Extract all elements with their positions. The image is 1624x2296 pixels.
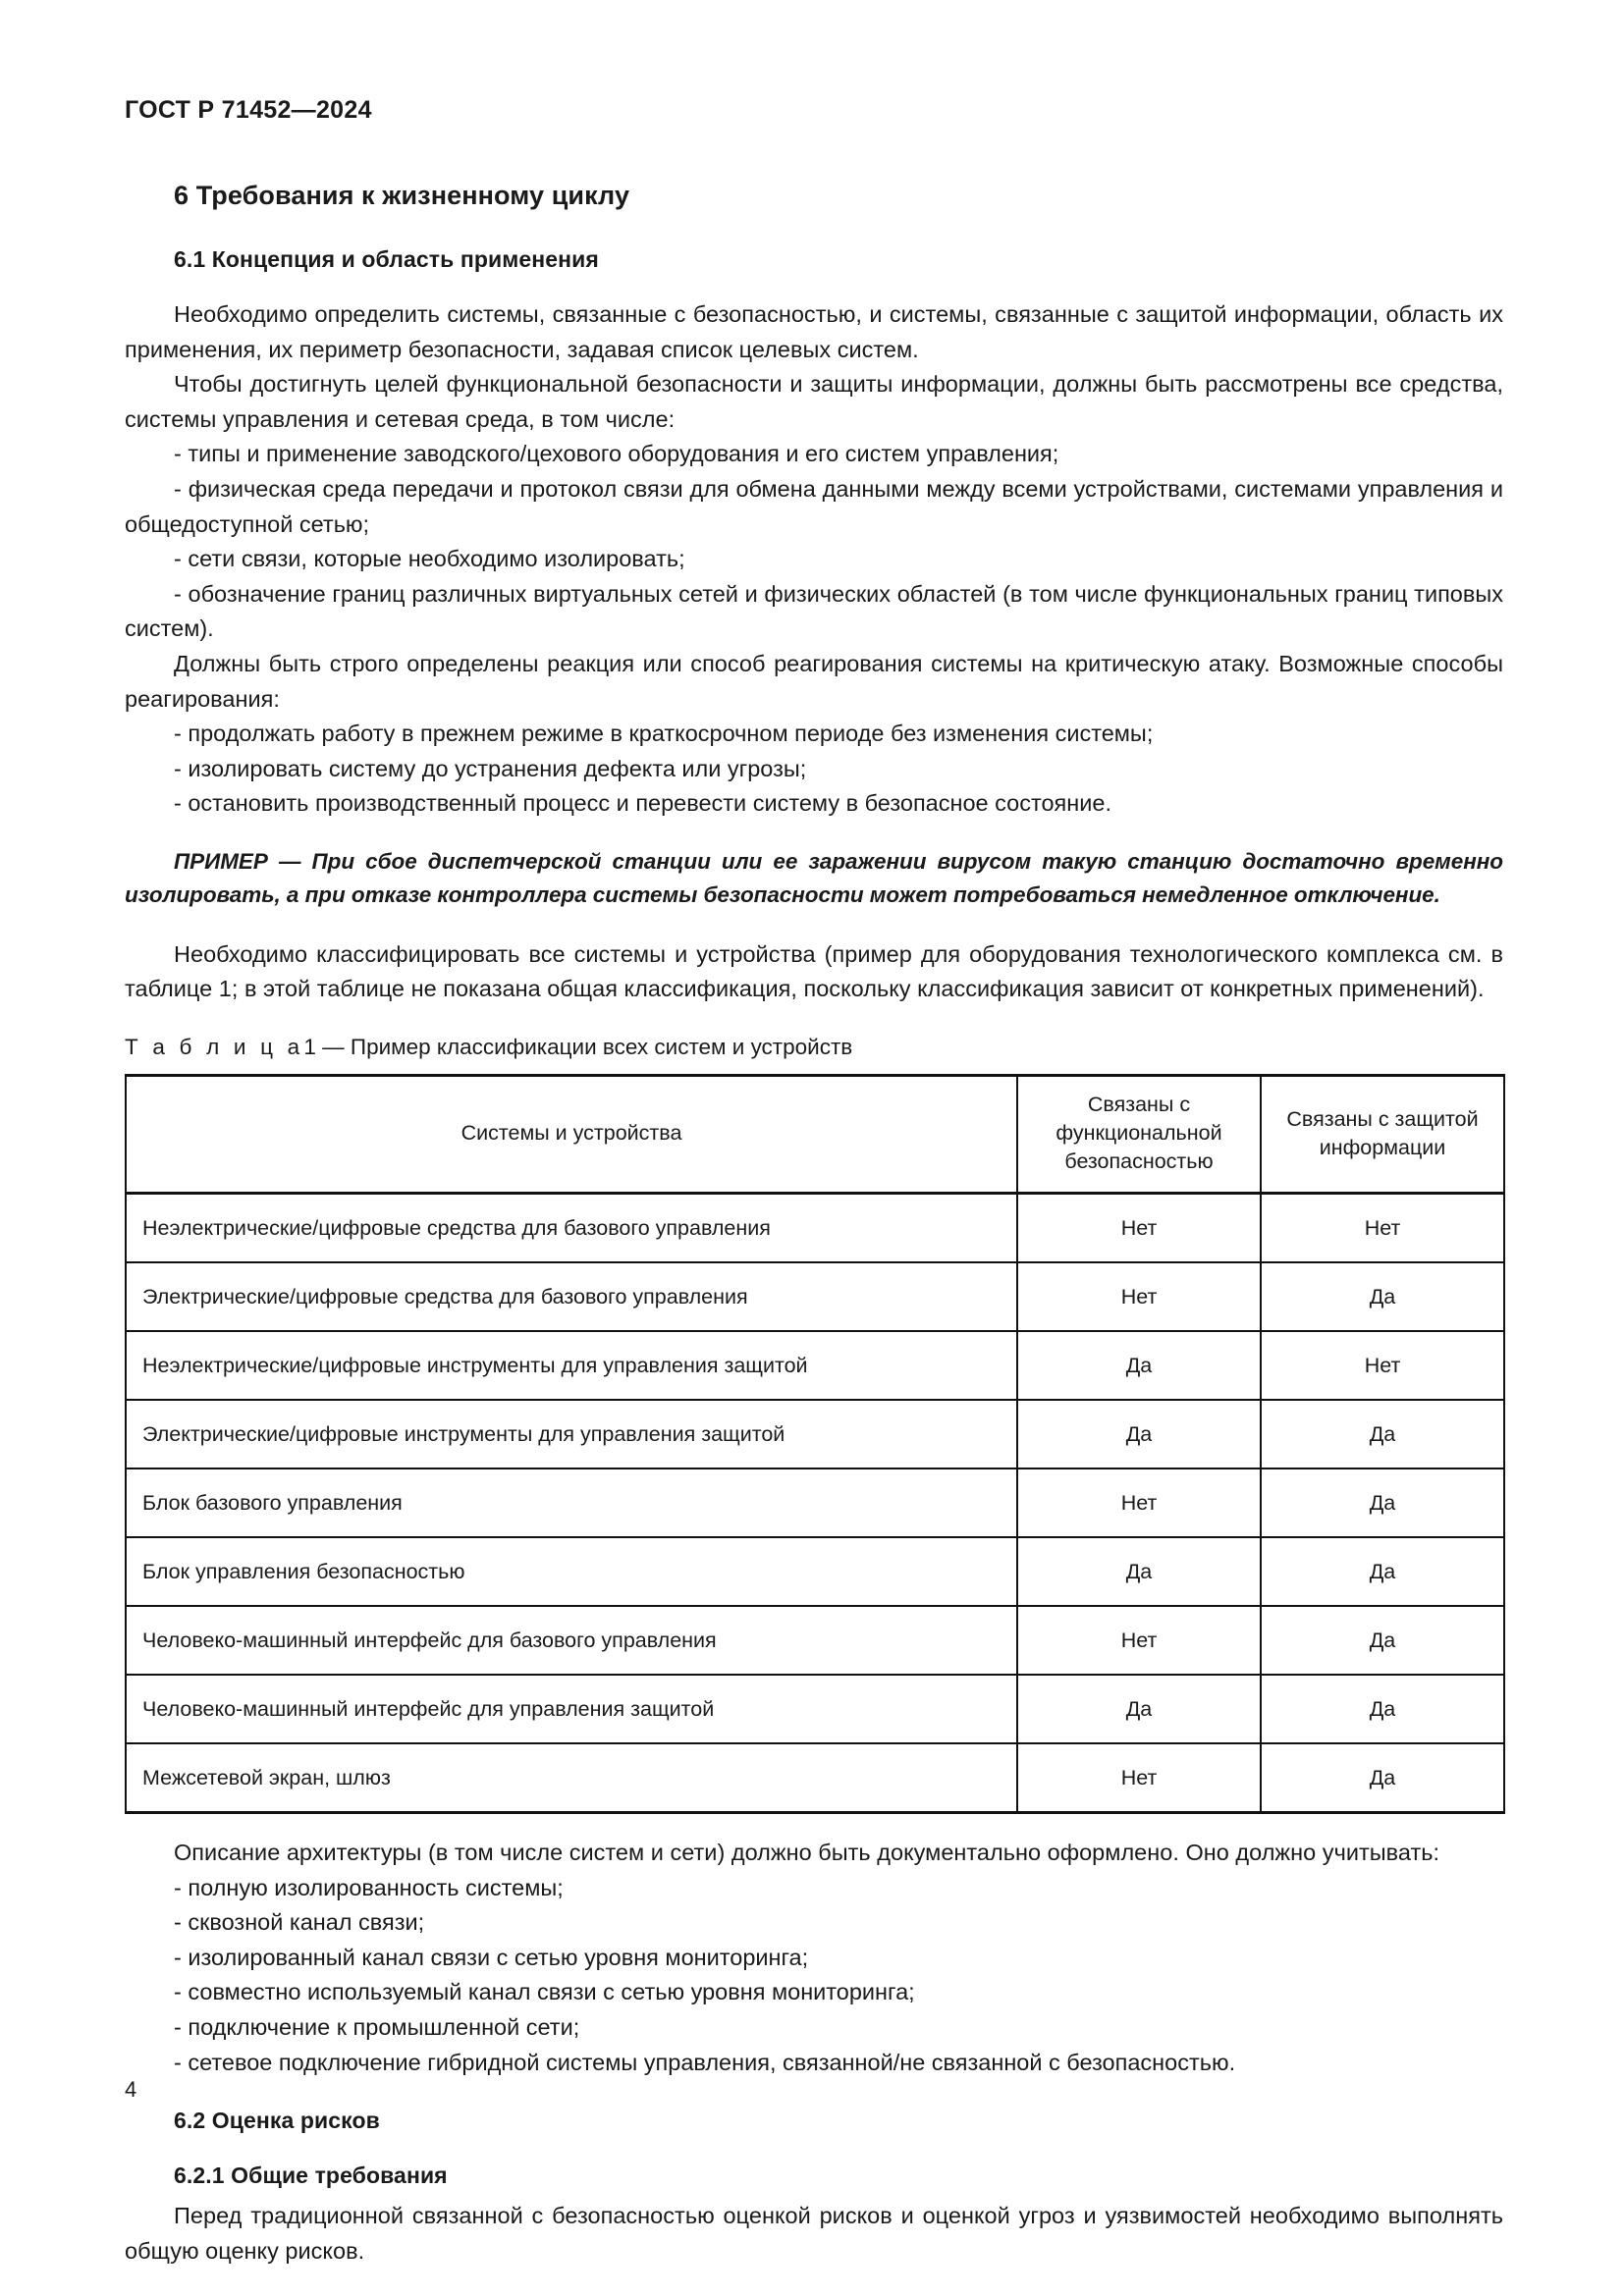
running-header-standard-id: ГОСТ Р 71452—2024 [125, 96, 372, 124]
cell-security-value: Нет [1261, 1194, 1504, 1263]
cell-safety-value: Нет [1017, 1743, 1261, 1813]
heading-section-6-2: 6.2 Оценка рисков [174, 2108, 380, 2134]
cell-safety-value: Нет [1017, 1262, 1261, 1331]
cell-system-name: Блок управления безопасностью [126, 1537, 1017, 1606]
cell-system-name: Электрические/цифровые средства для базового управления [126, 1262, 1017, 1331]
table-row [126, 1331, 1504, 1400]
paragraph-example-note: ПРИМЕР — При сбое диспетчерской станции или ее заражении вирусом такую станцию достаточно временно изолировать, а при отказе контроллера системы безопасности может потребоваться немедленное отключение. [125, 848, 1503, 907]
table-caption [125, 1033, 1503, 1062]
table-row [126, 1468, 1504, 1537]
cell-system-name: Блок базового управления [126, 1468, 1017, 1537]
column-header-functional-safety: Связаны с функциональной безопасностью [1017, 1076, 1261, 1194]
list-item: - сети связи, которые необходимо изолировать; [125, 542, 1503, 577]
cell-security-value: Да [1261, 1606, 1504, 1675]
heading-section-6-1: 6.1 Концепция и область применения [174, 246, 599, 273]
table-row [126, 1400, 1504, 1468]
cell-security-value: Да [1261, 1262, 1504, 1331]
table-row [126, 1262, 1504, 1331]
table-body [126, 1194, 1504, 1813]
paragraph-classification-intro: Необходимо классифицировать все системы и устройства (пример для оборудования технологического комплекса см. в таблице 1; в этой таблице не показана общая классификация, поскольку классификация зависит от конкретных применений). [125, 940, 1503, 1002]
paragraph-architecture-intro: Описание архитектуры (в том числе систем и сети) должно быть документально оформлено. Оно должно учитывать: [174, 1840, 1440, 1866]
cell-safety-value: Да [1017, 1400, 1261, 1468]
table-caption-dash: — [322, 1035, 345, 1060]
paragraph-risk-assessment: Перед традиционной связанной с безопасностью оценкой рисков и оценкой угроз и уязвимостей необходимо выполнять общую оценку рисков. [125, 2203, 1503, 2265]
cell-safety-value: Да [1017, 1537, 1261, 1606]
list-item: - обозначение границ различных виртуальных сетей и физических областей (в том числе функциональных границ типовых систем). [125, 577, 1503, 647]
table-row [126, 1537, 1504, 1606]
table-caption-number: 1 [303, 1035, 316, 1060]
cell-system-name: Неэлектрические/цифровые инструменты для управления защитой [126, 1331, 1017, 1400]
list-architecture-items [125, 1871, 1503, 2081]
list-item: - полную изолированность системы; [125, 1871, 1503, 1906]
spacer [125, 1814, 1503, 1836]
list-item: - изолировать систему до устранения дефекта или угрозы; [125, 752, 1503, 787]
cell-system-name: Неэлектрические/цифровые средства для базового управления [126, 1194, 1017, 1263]
cell-system-name: Человеко-машинный интерфейс для управления защитой [126, 1675, 1017, 1743]
page-content [125, 98, 1503, 2269]
cell-security-value: Да [1261, 1743, 1504, 1813]
cell-security-value: Да [1261, 1675, 1504, 1743]
table-header-row [126, 1076, 1504, 1194]
cell-safety-value: Нет [1017, 1468, 1261, 1537]
cell-security-value: Да [1261, 1468, 1504, 1537]
spacer [125, 912, 1503, 937]
list-item: - остановить производственный процесс и перевести систему в безопасное состояние. [125, 786, 1503, 822]
cell-system-name: Человеко-машинный интерфейс для базового управления [126, 1606, 1017, 1675]
list-item: - подключение к промышленной сети; [125, 2010, 1503, 2046]
cell-security-value: Нет [1261, 1331, 1504, 1400]
cell-security-value: Да [1261, 1537, 1504, 1606]
table-caption-word: Т а б л и ц а [125, 1035, 304, 1060]
paragraph-scope-definition: Необходимо определить системы, связанные с безопасностью, и системы, связанные с защитой информации, область их применения, их периметр безопасности, задавая список целевых систем. [125, 300, 1503, 362]
table-header [126, 1076, 1504, 1194]
table-row [126, 1606, 1504, 1675]
cell-safety-value: Да [1017, 1331, 1261, 1400]
cell-system-name: Электрические/цифровые инструменты для управления защитой [126, 1400, 1017, 1468]
list-scope-items [125, 437, 1503, 647]
cell-safety-value: Нет [1017, 1194, 1261, 1263]
table-row [126, 1743, 1504, 1813]
list-item: - типы и применение заводского/цехового оборудования и его систем управления; [125, 437, 1503, 472]
classification-table [125, 1074, 1505, 1814]
list-item: - сквозной канал связи; [125, 1905, 1503, 1941]
heading-section-6: 6 Требования к жизненному циклу [174, 181, 630, 210]
page-number: 4 [125, 2077, 137, 2102]
cell-system-name: Межсетевой экран, шлюз [126, 1743, 1017, 1813]
cell-safety-value: Да [1017, 1675, 1261, 1743]
column-header-information-security: Связаны с защитой информации [1261, 1076, 1504, 1194]
cell-security-value: Да [1261, 1400, 1504, 1468]
cell-safety-value: Нет [1017, 1606, 1261, 1675]
list-item: - совместно используемый канал связи с сетью уровня мониторинга; [125, 1975, 1503, 2010]
heading-section-6-2-1: 6.2.1 Общие требования [174, 2162, 448, 2188]
table-row [126, 1194, 1504, 1263]
list-item: - продолжать работу в прежнем режиме в краткосрочном периоде без изменения системы; [125, 717, 1503, 752]
column-header-systems: Системы и устройства [126, 1076, 1017, 1194]
paragraph-response-intro: Должны быть строго определены реакция или способ реагирования системы на критическую атаку. Возможные способы реагирования: [125, 650, 1503, 712]
list-item: - изолированный канал связи с сетью уровня мониторинга; [125, 1941, 1503, 1976]
list-item: - сетевое подключение гибридной системы управления, связанной/не связанной с безопасностью. [125, 2046, 1503, 2081]
list-response-items [125, 717, 1503, 822]
table-caption-text: Пример классификации всех систем и устройств [350, 1035, 853, 1060]
list-item: - физическая среда передачи и протокол связи для обмена данными между всеми устройствами, системами управления и общедоступной сетью; [125, 472, 1503, 542]
table-row [126, 1675, 1504, 1743]
paragraph-goals-intro: Чтобы достигнуть целей функциональной безопасности и защиты информации, должны быть рассмотрены все средства, системы управления и сетевая среда, в том числе: [125, 371, 1503, 432]
